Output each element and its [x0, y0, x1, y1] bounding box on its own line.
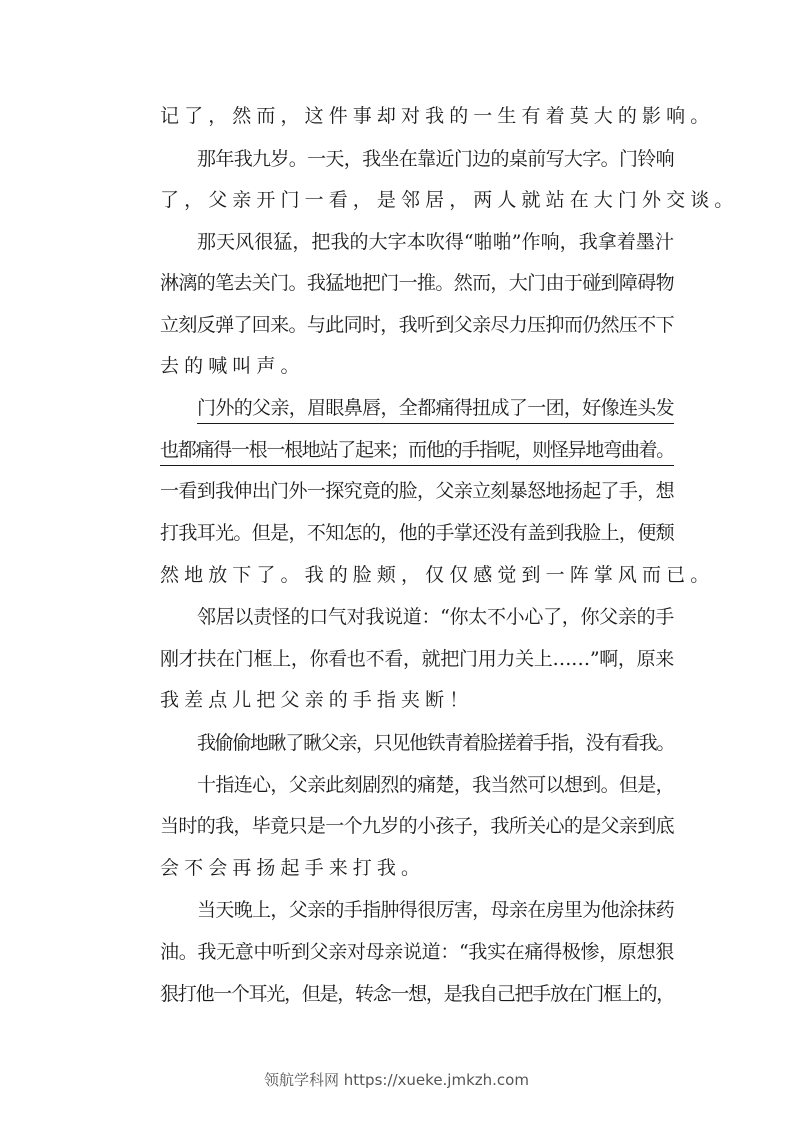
text-line — [160, 268, 674, 298]
line-text: 当天晚上，父亲的手指肿得很厉害，母亲在房里为他涂抹药 — [197, 899, 674, 921]
text-line — [197, 728, 674, 758]
line-text: 打我耳光。但是，不知怎的，他的手掌还没有盖到我脸上，便颓 — [160, 522, 674, 544]
line-text: 去的喊叫声。 — [160, 355, 305, 377]
line-text: 狠打他一个耳光，但是，转念一想，是我自己把手放在门框上的， — [160, 983, 674, 1005]
text-line — [160, 560, 715, 590]
line-text: 也都痛得一根一根地站了起来；而他的手指呢，则怪异地弯曲着。 — [160, 439, 674, 461]
text-line — [160, 476, 674, 506]
text-line — [160, 979, 674, 1009]
text-line — [160, 685, 674, 715]
line-text: 门外的父亲，眉眼鼻唇，全都痛得扭成了一团，好像连头发 — [197, 397, 674, 419]
line-text: 然地放下了。我的脸颊，仅仅感觉到一阵掌风而已。 — [160, 564, 715, 586]
text-line — [160, 101, 715, 131]
text-line — [160, 853, 674, 883]
line-text: 那天风很猛，把我的大字本吹得“啪啪”作响，我拿着墨汁 — [197, 231, 674, 253]
text-line — [197, 144, 674, 174]
text-line — [160, 310, 674, 340]
line-text: 记了，然而，这件事却对我的一生有着莫大的影响。 — [160, 105, 715, 127]
text-line — [197, 602, 674, 632]
line-text: 邻居以责怪的口气对我说道：“你太不小心了，你父亲的手 — [197, 606, 674, 628]
text-line — [197, 770, 674, 800]
underlined-text-line — [197, 393, 674, 424]
text-line — [197, 227, 674, 257]
line-text: 那年我九岁。一天，我坐在靠近门边的桌前写大字。门铃响 — [197, 148, 674, 170]
underlined-text-line — [160, 435, 674, 466]
line-text: 我差点儿把父亲的手指夹断！ — [160, 689, 474, 711]
text-line — [160, 937, 674, 967]
line-text: 十指连心，父亲此刻剧烈的痛楚，我当然可以想到。但是， — [197, 774, 674, 796]
text-line — [160, 518, 674, 548]
text-line — [160, 351, 674, 381]
line-text: 我偷偷地瞅了瞅父亲，只见他铁青着脸搓着手指，没有看我。 — [197, 732, 674, 754]
line-text: 会不会再扬起手来打我。 — [160, 857, 426, 879]
line-text: 了，父亲开门一看，是邻居，两人就站在大门外交谈。 — [160, 189, 739, 211]
footer-watermark: 领航学科网 https://xueke.jmkzh.com — [264, 1071, 529, 1089]
line-text: 立刻反弹了回来。与此同时，我听到父亲尽力压抑而仍然压不下 — [160, 314, 674, 336]
text-line — [160, 644, 674, 674]
line-text: 淋漓的笔去关门。我猛地把门一推。然而，大门由于碰到障碍物 — [160, 272, 674, 294]
line-text: 当时的我，毕竟只是一个九岁的小孩子，我所关心的是父亲到底 — [160, 815, 674, 837]
text-line — [160, 811, 674, 841]
line-text: 刚才扶在门框上，你看也不看，就把门用力关上……”啊，原来 — [160, 648, 674, 670]
text-line — [197, 895, 674, 925]
line-text: 一看到我伸出门外一探究竟的脸，父亲立刻暴怒地扬起了手，想 — [160, 480, 674, 502]
line-text: 油。我无意中听到父亲对母亲说道：“我实在痛得极惨，原想狠 — [160, 941, 674, 963]
text-line — [160, 185, 739, 215]
